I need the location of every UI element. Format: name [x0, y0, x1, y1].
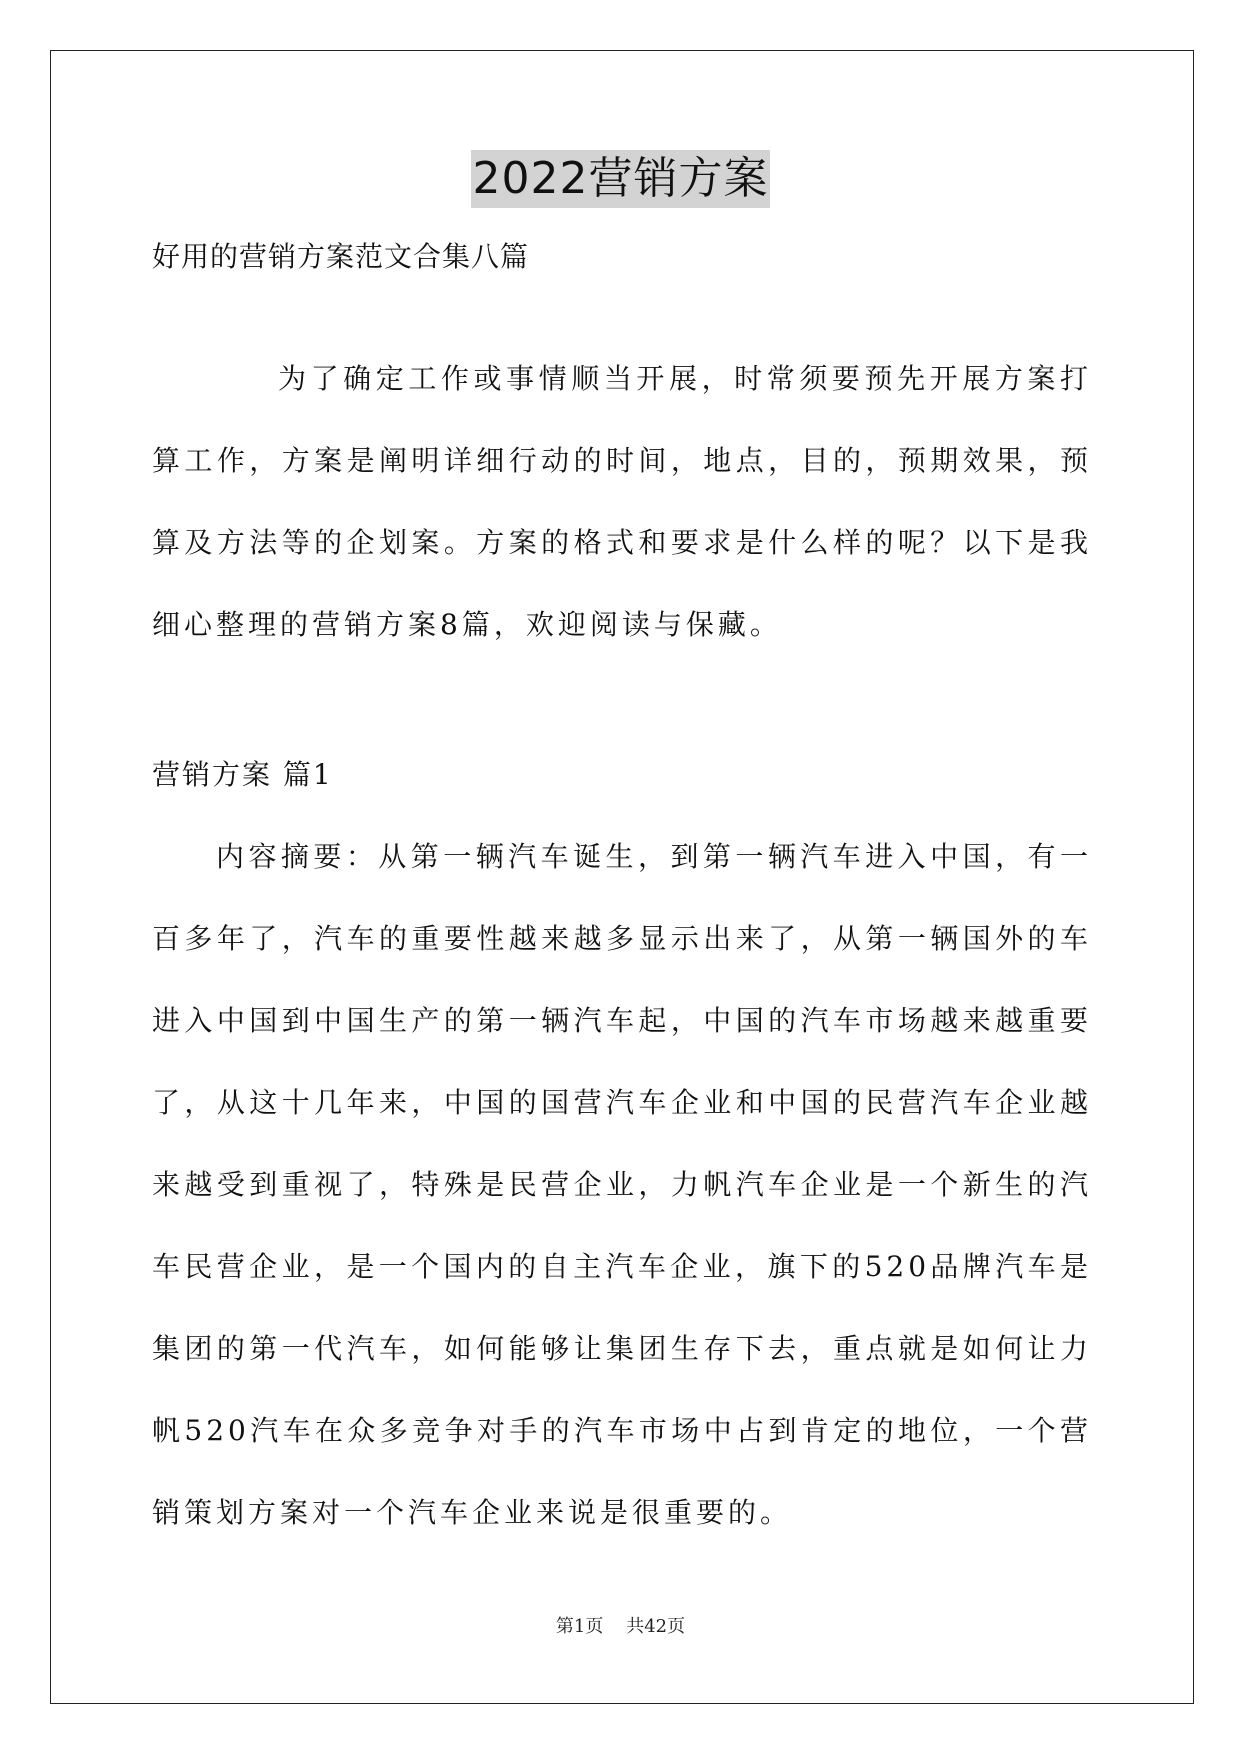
page-footer: [0, 1614, 1241, 1640]
document-subtitle: 好用的营销方案范文合集八篇: [152, 240, 530, 273]
footer-spacer: [603, 1616, 626, 1637]
document-title: 2022营销方案: [471, 150, 771, 208]
page-number: 第1页: [555, 1616, 604, 1637]
section-heading: 营销方案 篇1: [152, 758, 333, 791]
summary-paragraph: 内容摘要：从第一辆汽车诞生，到第一辆汽车进入中国，有一百多年了，汽车的重要性越来越多显示出来了，从第一辆国外的车进入中国到中国生产的第一辆汽车起，中国的汽车市场越来越重要了，从这十几年来，中国的国营汽车企业和中国的民营汽车企业越来越受到重视了，特殊是民营企业，力帆汽车企业是一个新生的汽车民营企业，是一个国内的自主汽车企业，旗下的520品牌汽车是集团的第一代汽车，如何能够让集团生存下去，重点就是如何让力帆520汽车在众多竞争对手的汽车市场中占到肯定的地位，一个营销策划方案对一个汽车企业来说是很重要的。: [152, 840, 1092, 1529]
intro-paragraph: 为了确定工作或事情顺当开展，时常须要预先开展方案打算工作，方案是阐明详细行动的时间，地点，目的，预期效果，预算及方法等的企划案。方案的格式和要求是什么样的呢？以下是我细心整理的营销方案8篇，欢迎阅读与保藏。: [152, 362, 1092, 641]
title-container: [0, 150, 1241, 208]
total-pages: 共42页: [626, 1616, 686, 1637]
